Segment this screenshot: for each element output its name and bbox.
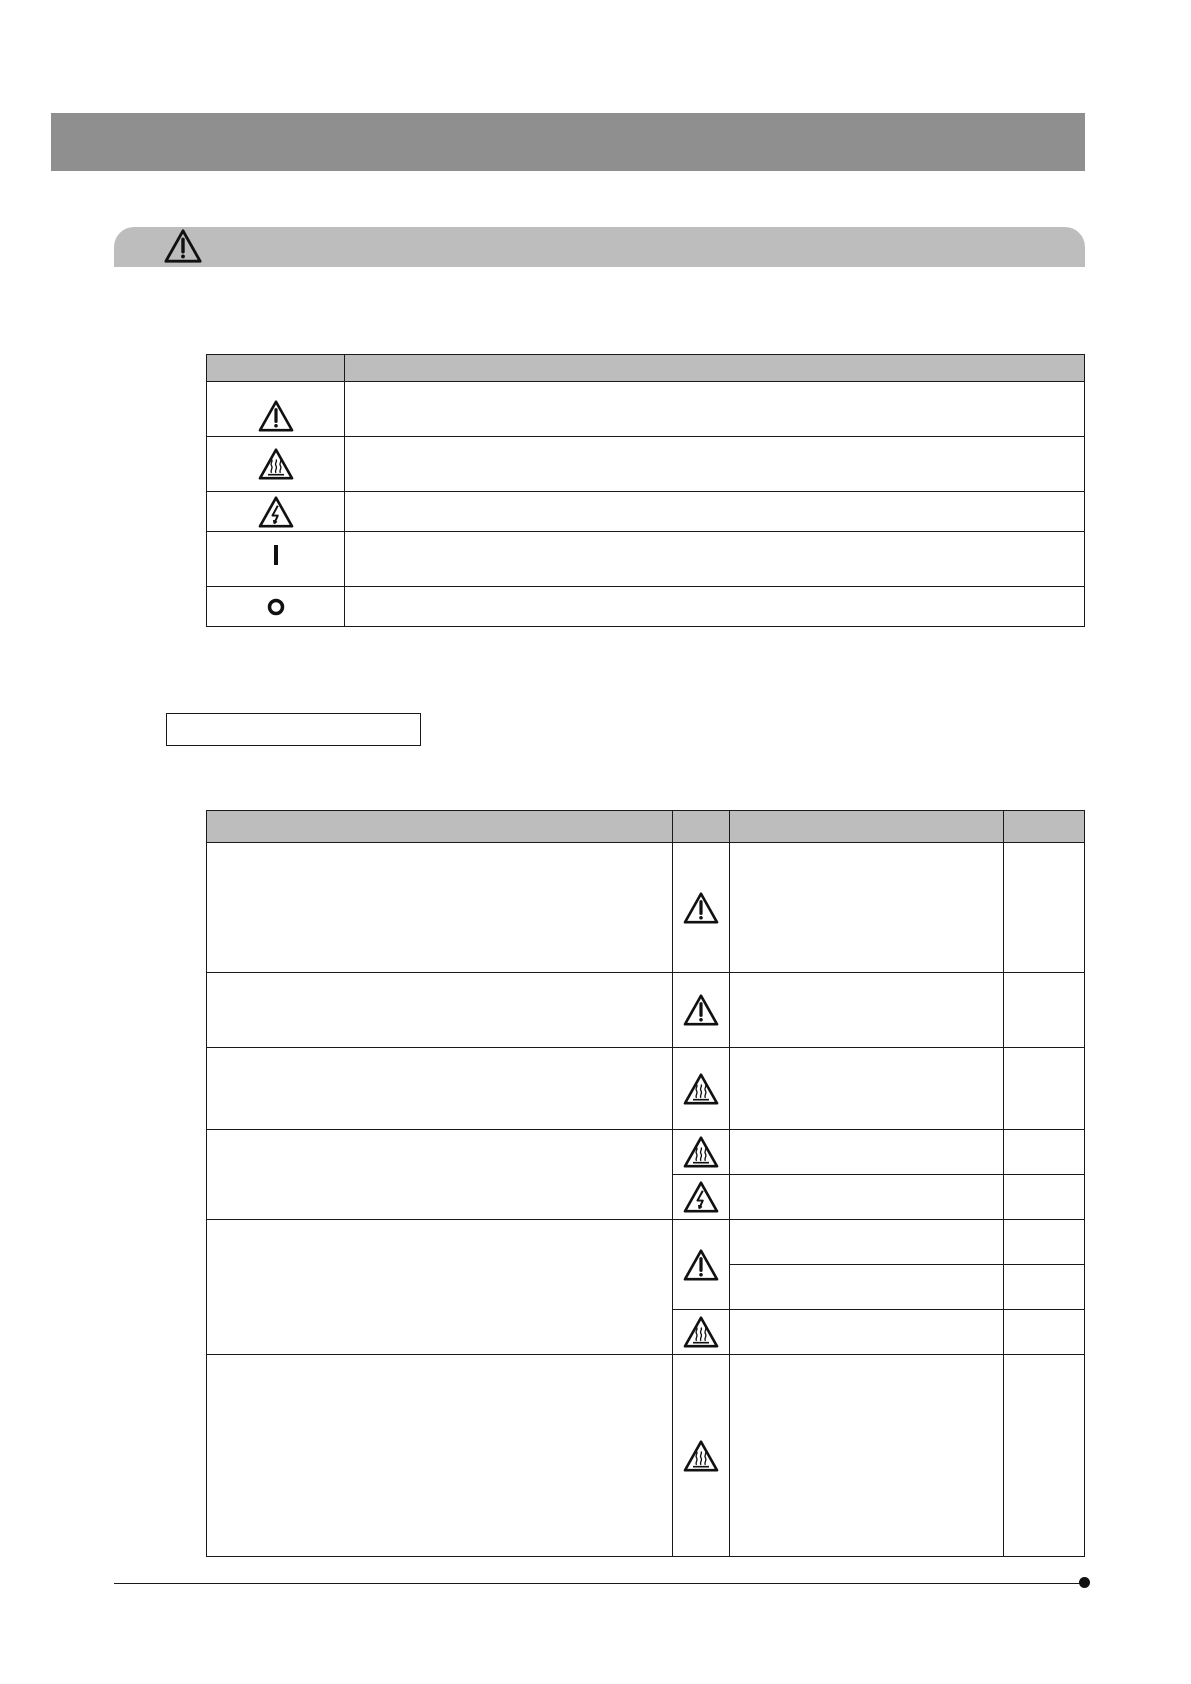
table-row: [207, 1130, 1085, 1175]
header-cell-1: [207, 811, 673, 843]
table-row: [207, 382, 1085, 437]
table-cell: [207, 973, 673, 1048]
footer-rule: [114, 1583, 1084, 1584]
safety-section-tab: [114, 227, 1085, 267]
electric-shock-icon: [683, 1181, 719, 1213]
table-cell: [1004, 1355, 1085, 1557]
table-cell: [207, 1220, 673, 1355]
table-cell: [1004, 1175, 1085, 1220]
hot-surface-icon: [683, 1136, 719, 1168]
table-header-row: [207, 355, 1085, 382]
caution-icon: [164, 227, 202, 265]
table-row: [207, 843, 1085, 973]
table-cell: [1004, 1130, 1085, 1175]
caution-icon: [683, 994, 719, 1026]
table-cell: [1004, 973, 1085, 1048]
safety-symbols-table: [206, 354, 1085, 627]
warning-locations-table: [206, 810, 1085, 1557]
hot-surface-icon: [683, 1316, 719, 1348]
table-cell: [345, 382, 1085, 437]
table-cell: [207, 1130, 673, 1220]
table-cell: [345, 492, 1085, 532]
table-row: [207, 973, 1085, 1048]
table-row: [207, 532, 1085, 587]
power-off-icon: [266, 597, 286, 617]
table-row: [207, 492, 1085, 532]
table-cell: [1004, 1265, 1085, 1310]
caution-icon: [683, 1249, 719, 1281]
table-header-row: [207, 811, 1085, 843]
header-cell-symbol: [207, 355, 345, 382]
table-cell: [730, 973, 1004, 1048]
table-cell: [207, 1048, 673, 1130]
hot-surface-icon: [258, 448, 294, 480]
table-cell: [730, 1048, 1004, 1130]
header-cell-3: [730, 811, 1004, 843]
footer-dot: [1079, 1577, 1090, 1588]
table-row: [207, 1220, 1085, 1265]
outlined-label-box: [166, 713, 421, 746]
table-cell: [345, 437, 1085, 492]
header-cell-4: [1004, 811, 1085, 843]
hot-surface-icon: [683, 1440, 719, 1472]
table-cell: [730, 1355, 1004, 1557]
table-row: [207, 587, 1085, 627]
header-cell-explanation: [345, 355, 1085, 382]
electric-shock-icon: [258, 496, 294, 528]
table-cell: [345, 532, 1085, 587]
table-row: [207, 437, 1085, 492]
table-cell: [730, 1130, 1004, 1175]
table-cell: [1004, 1220, 1085, 1265]
table-cell: [1004, 843, 1085, 973]
chapter-header-bar: [51, 113, 1085, 171]
table-cell: [207, 1355, 673, 1557]
caution-icon: [683, 892, 719, 924]
table-cell: [1004, 1310, 1085, 1355]
table-cell: [730, 1220, 1004, 1265]
table-cell: [207, 843, 673, 973]
power-on-icon: [271, 544, 281, 566]
table-cell: [730, 1265, 1004, 1310]
table-cell: [345, 587, 1085, 627]
hot-surface-icon: [683, 1073, 719, 1105]
table-cell: [1004, 1048, 1085, 1130]
table-cell: [730, 1310, 1004, 1355]
header-cell-2: [673, 811, 730, 843]
caution-icon: [258, 400, 294, 432]
table-row: [207, 1048, 1085, 1130]
table-cell: [730, 843, 1004, 973]
table-cell: [730, 1175, 1004, 1220]
table-row: [207, 1355, 1085, 1557]
